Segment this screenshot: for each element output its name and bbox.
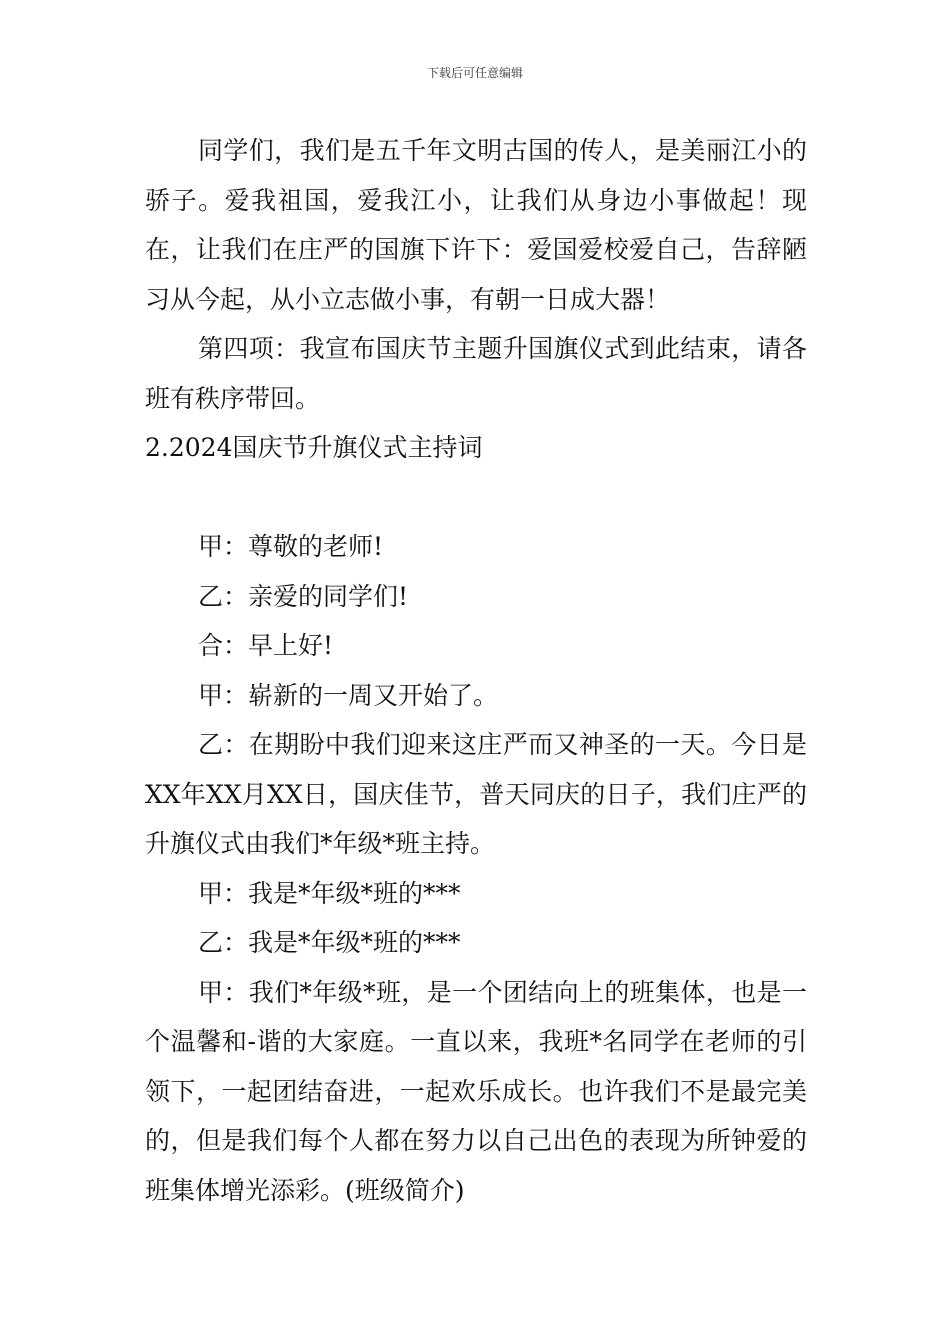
- dialogue-line-together: 合：早上好!: [198, 631, 334, 660]
- dialogue-line-yi-intro: 乙：我是*年级*班的***: [198, 928, 461, 957]
- dialogue-line-jia-greeting: 甲：尊敬的老师!: [198, 532, 384, 561]
- dialogue-line-jia-intro: 甲：我是*年级*班的***: [198, 878, 461, 908]
- dialogue-line-jia-new-week: 甲：崭新的一周又开始了。: [198, 680, 499, 710]
- section-title: 2.2024国庆节升旗仪式主持词: [145, 433, 483, 462]
- paragraph-item-four: 第四项：我宣布国庆节主题升国旗仪式到此结束，请各班有秩序带回。: [145, 334, 807, 413]
- dialogue-line-yi-national-day: 乙：在期盼中我们迎来这庄严而又神圣的一天。今日是XX年XX月XX日，国庆佳节，普天同庆的日子，我们庄严的升旗仪式由我们*年级*班主持。: [145, 730, 807, 858]
- paragraph-patriotic-pledge: 同学们，我们是五千年文明古国的传人，是美丽江小的骄子。爱我祖国，爱我江小，让我们从身边小事做起！现在，让我们在庄严的国旗下许下：爱国爱校爱自己，告辞陋习从今起，从小立志做小事，有朝一日成大器！: [145, 136, 807, 314]
- document-body: [145, 126, 807, 1215]
- dialogue-line-yi-greeting: 乙：亲爱的同学们!: [198, 581, 409, 611]
- blank-line: [145, 473, 807, 523]
- dialogue-line-jia-class-intro: 甲：我们*年级*班，是一个团结向上的班集体，也是一个温馨和-谐的大家庭。一直以来，我班*名同学在老师的引领下，一起团结奋进，一起欢乐成长。也许我们不是最完美的，但是我们每个人都在努力以自己出色的表现为所钟爱的班集体增光添彩。(班级简介): [145, 977, 807, 1205]
- page-header: 下载后可任意编辑: [426, 66, 523, 80]
